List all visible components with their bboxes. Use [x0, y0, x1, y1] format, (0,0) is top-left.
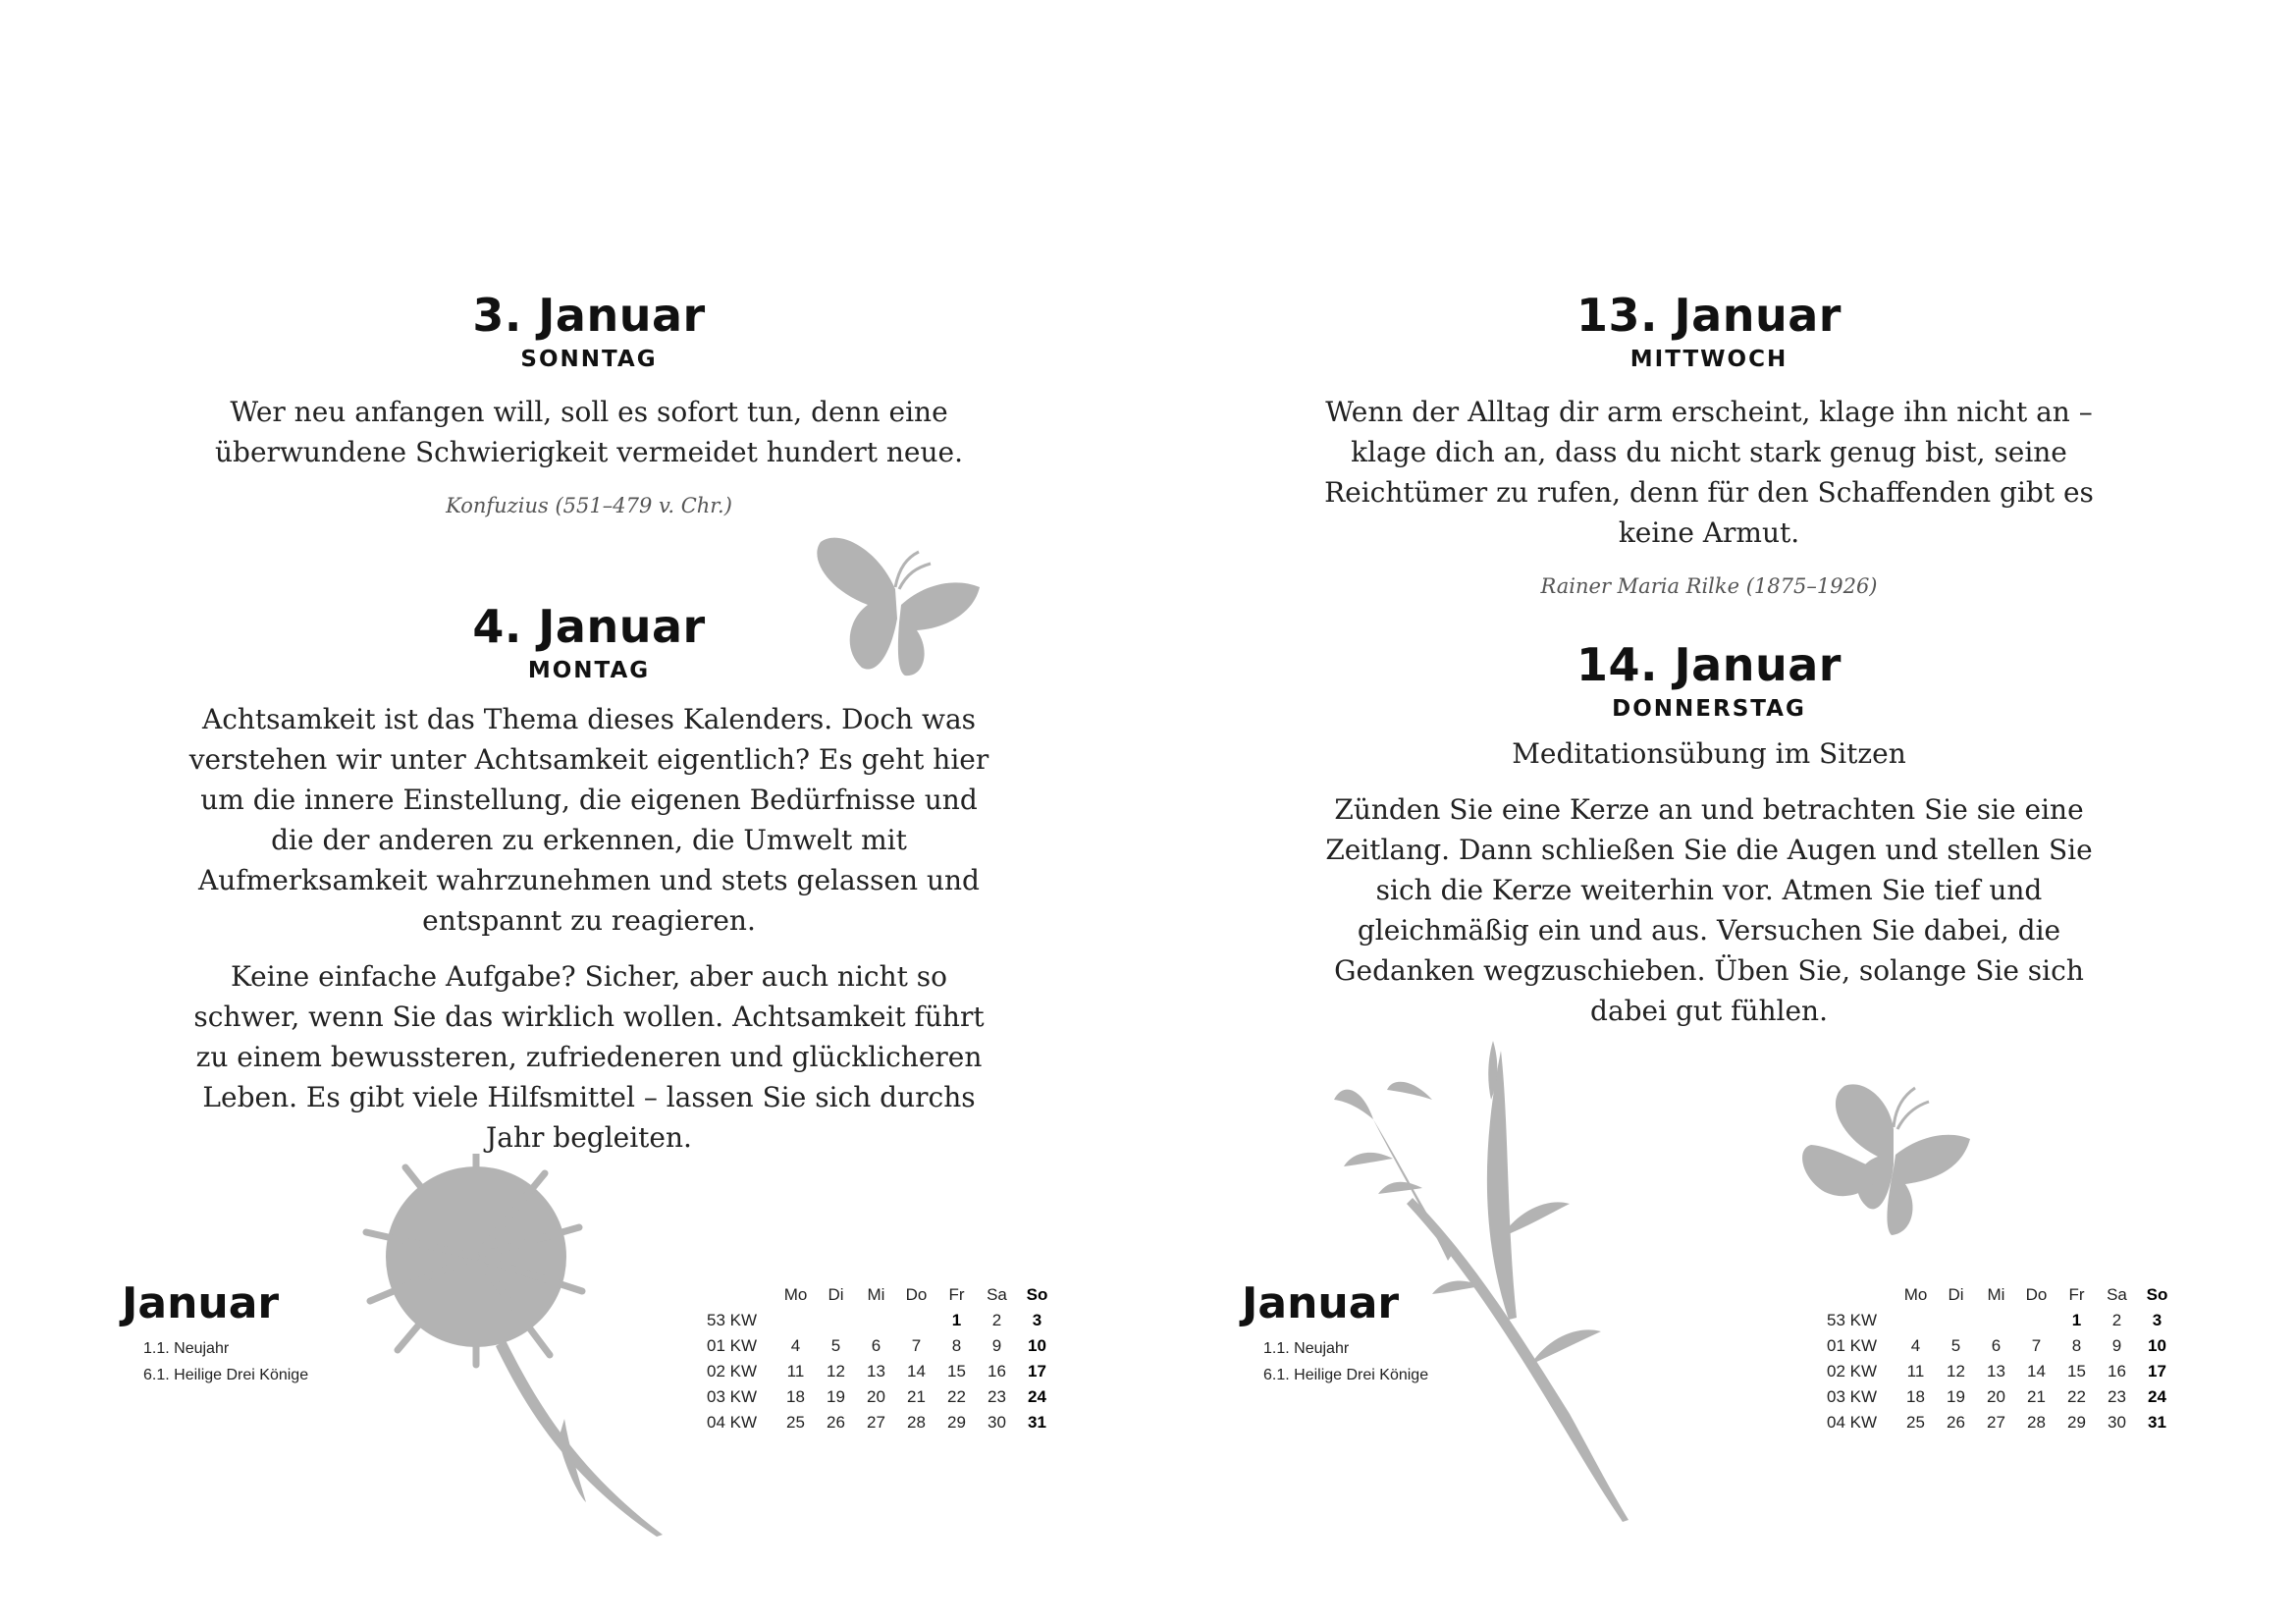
- calendar-day: 3: [2152, 1311, 2163, 1329]
- calendar-day: 28: [907, 1413, 926, 1432]
- weekday-label: MITTWOCH: [1629, 346, 1789, 372]
- weekday-header: Mo: [1903, 1285, 1928, 1304]
- calendar-day: 15: [947, 1362, 966, 1380]
- calendar-day: 24: [2148, 1387, 2166, 1406]
- entry-jan-4: [177, 602, 1001, 1158]
- calendar-day: 8: [2071, 1336, 2082, 1355]
- calendar-day: 20: [867, 1387, 885, 1406]
- weekday-header: Di: [828, 1285, 844, 1304]
- calendar-day: 25: [786, 1413, 805, 1432]
- calendar-day: 9: [2111, 1336, 2122, 1355]
- calendar-day: 27: [867, 1413, 885, 1432]
- calendar-day: 19: [827, 1387, 845, 1406]
- calendar-day: [1976, 1308, 2016, 1333]
- calendar-week-header: [1827, 1282, 1896, 1308]
- holiday-item: 1.1. Neujahr: [1263, 1340, 1350, 1357]
- calendar-week-label: 03 KW: [1827, 1387, 1878, 1406]
- weekday-header: Do: [905, 1285, 928, 1304]
- calendar-week-row: [707, 1384, 1057, 1410]
- holiday-item: 1.1. Neujahr: [143, 1340, 230, 1357]
- quote-author: Rainer Maria Rilke (1875–1926): [1540, 573, 1878, 598]
- calendar-day: 4: [1910, 1336, 1921, 1355]
- calendar-day: 31: [1028, 1413, 1046, 1432]
- calendar-week-row: [707, 1308, 1057, 1333]
- calendar-week-row: [1827, 1384, 2177, 1410]
- calendar-day: 13: [1987, 1362, 2005, 1380]
- calendar-week-row: [1827, 1359, 2177, 1384]
- calendar-day: 11: [1906, 1362, 1925, 1380]
- calendar-day: 12: [1947, 1362, 1965, 1380]
- calendar-day: 30: [2108, 1413, 2126, 1432]
- weekday-header: Di: [1948, 1285, 1964, 1304]
- calendar-day: 6: [871, 1336, 881, 1355]
- weekday-header: Fr: [948, 1285, 965, 1304]
- calendar-week-label: 02 KW: [707, 1362, 758, 1380]
- weekday-header: Sa: [987, 1285, 1007, 1304]
- exercise-subtitle: Meditationsübung im Sitzen: [1512, 736, 1906, 770]
- date-title: 4. Januar: [472, 600, 706, 653]
- weekday-header: Mi: [867, 1285, 885, 1304]
- paragraph: Keine einfache Aufgabe? Sicher, aber auch nicht so schwer, wenn Sie das wirklich wollen. Achtsamkeit führt zu einem bewussteren, zufriedeneren und glücklicheren Leben. Es gibt viele Hilfsmittel – lassen Sie sich durchs Jahr begleiten.: [193, 959, 985, 1154]
- calendar-header-row: [707, 1282, 1057, 1308]
- calendar-day: 28: [2027, 1413, 2046, 1432]
- calendar-day: 14: [907, 1362, 926, 1380]
- calendar-day: 1: [951, 1311, 962, 1329]
- right-page: [1148, 0, 2296, 1624]
- calendar-day: 25: [1906, 1413, 1925, 1432]
- calendar-day: 29: [2067, 1413, 2086, 1432]
- date-title: 14. Januar: [1576, 638, 1842, 691]
- calendar-day: 26: [827, 1413, 845, 1432]
- calendar-day: 10: [2148, 1336, 2166, 1355]
- month-calendar: [707, 1282, 1057, 1435]
- date-title: 3. Januar: [472, 289, 706, 342]
- calendar-day: 2: [991, 1311, 1002, 1329]
- calendar-week-row: [1827, 1308, 2177, 1333]
- month-name: Januar: [1242, 1278, 1400, 1328]
- calendar-week-label: 02 KW: [1827, 1362, 1878, 1380]
- month-name: Januar: [122, 1278, 280, 1328]
- calendar-day: 20: [1987, 1387, 2005, 1406]
- calendar-day: 22: [2067, 1387, 2086, 1406]
- calendar-day: [2016, 1308, 2056, 1333]
- calendar-day: [856, 1308, 896, 1333]
- calendar-day: 21: [907, 1387, 926, 1406]
- calendar-week-label: 04 KW: [707, 1413, 758, 1432]
- weekday-header: So: [2146, 1285, 2168, 1304]
- calendar-day: 5: [1950, 1336, 1961, 1355]
- calendar-day: 18: [1906, 1387, 1925, 1406]
- calendar-day: 17: [2148, 1362, 2166, 1380]
- calendar-week-row: [707, 1333, 1057, 1359]
- weekday-header: Mo: [783, 1285, 808, 1304]
- calendar-day: 30: [988, 1413, 1006, 1432]
- weekday-label: SONNTAG: [520, 346, 658, 372]
- month-block: [1242, 1278, 1429, 1388]
- entry-jan-3: [177, 291, 1001, 517]
- calendar-week-label: 53 KW: [707, 1311, 758, 1329]
- calendar-day: 9: [991, 1336, 1002, 1355]
- calendar-week-label: 01 KW: [707, 1336, 758, 1355]
- calendar-day: 16: [988, 1362, 1006, 1380]
- weekday-header: Mi: [1987, 1285, 2005, 1304]
- calendar-day: 18: [786, 1387, 805, 1406]
- entry-jan-14: [1297, 640, 2121, 1031]
- calendar-week-row: [707, 1359, 1057, 1384]
- calendar-day: 2: [2111, 1311, 2122, 1329]
- calendar-day: 22: [947, 1387, 966, 1406]
- calendar-day: 16: [2108, 1362, 2126, 1380]
- calendar-day: 29: [947, 1413, 966, 1432]
- calendar-day: 19: [1947, 1387, 1965, 1406]
- weekday-header: So: [1026, 1285, 1048, 1304]
- calendar-day: 15: [2067, 1362, 2086, 1380]
- calendar-day: [775, 1308, 816, 1333]
- holiday-item: 6.1. Heilige Drei Könige: [143, 1367, 309, 1383]
- calendar-day: 1: [2071, 1311, 2082, 1329]
- quote-text: Wer neu anfangen will, soll es sofort tun, denn eine überwundene Schwierigkeit vermeidet hundert neue.: [215, 395, 963, 468]
- quote-text: Wenn der Alltag dir arm erscheint, klage ihn nicht an – klage dich an, dass du nicht stark genug bist, seine Reichtümer zu rufen, denn für den Schaffenden gibt es keine Armut.: [1324, 395, 2094, 549]
- calendar-day: 21: [2027, 1387, 2046, 1406]
- paragraph: Achtsamkeit ist das Thema dieses Kalenders. Doch was verstehen wir unter Achtsamkeit eigentlich? Es geht hier um die innere Einstellung, die eigenen Bedürfnisse und die der anderen zu erkennen, die Umwelt mit Aufmerksamkeit wahrzunehmen und stets gelassen und entspannt zu reagieren.: [188, 702, 989, 937]
- holiday-item: 6.1. Heilige Drei Könige: [1263, 1367, 1429, 1383]
- weekday-header: Sa: [2107, 1285, 2127, 1304]
- paragraph: Zünden Sie eine Kerze an und betrachten Sie sie eine Zeitlang. Dann schließen Sie die Augen und stellen Sie sich die Kerze weiterhin vor. Atmen Sie tief und gleichmäßig ein und aus. Versuchen Sie dabei, die Gedanken wegzuschieben. Üben Sie, solange Sie sich dabei gut fühlen.: [1325, 792, 2093, 1027]
- calendar-week-row: [1827, 1333, 2177, 1359]
- month-calendar: [1827, 1282, 2177, 1435]
- calendar-day: [816, 1308, 856, 1333]
- entry-jan-13: [1297, 291, 2121, 598]
- calendar-day: 7: [911, 1336, 922, 1355]
- month-block: [122, 1278, 309, 1388]
- calendar-day: 11: [786, 1362, 805, 1380]
- calendar-day: 5: [830, 1336, 841, 1355]
- weekday-label: MONTAG: [527, 657, 651, 683]
- calendar-week-row: [1827, 1410, 2177, 1435]
- calendar-day: 31: [2148, 1413, 2166, 1432]
- calendar-day: [1936, 1308, 1976, 1333]
- calendar-day: 23: [2108, 1387, 2126, 1406]
- calendar-day: 13: [867, 1362, 885, 1380]
- calendar-day: 4: [790, 1336, 801, 1355]
- weekday-header: Do: [2025, 1285, 2048, 1304]
- calendar-week-header: [707, 1282, 775, 1308]
- calendar-day: 7: [2031, 1336, 2042, 1355]
- calendar-day: 24: [1028, 1387, 1046, 1406]
- calendar-day: [1896, 1308, 1936, 1333]
- holiday-list: [143, 1335, 308, 1388]
- calendar-week-label: 04 KW: [1827, 1413, 1878, 1432]
- calendar-day: 17: [1028, 1362, 1046, 1380]
- calendar-day: 10: [1028, 1336, 1046, 1355]
- weekday-header: Fr: [2068, 1285, 2085, 1304]
- calendar-week-label: 03 KW: [707, 1387, 758, 1406]
- calendar-header-row: [1827, 1282, 2177, 1308]
- calendar-day: [896, 1308, 936, 1333]
- holiday-list: [1263, 1335, 1428, 1388]
- butterfly-icon: [1795, 1070, 1972, 1247]
- calendar-day: 6: [1991, 1336, 2002, 1355]
- calendar-week-label: 01 KW: [1827, 1336, 1878, 1355]
- calendar-day: 8: [951, 1336, 962, 1355]
- quote-author: Konfuzius (551–479 v. Chr.): [446, 493, 732, 517]
- calendar-day: 23: [988, 1387, 1006, 1406]
- dandelion-icon: [358, 1154, 672, 1537]
- date-title: 13. Januar: [1576, 289, 1842, 342]
- calendar-day: 27: [1987, 1413, 2005, 1432]
- calendar-day: 3: [1032, 1311, 1042, 1329]
- calendar-day: 26: [1947, 1413, 1965, 1432]
- calendar-week-label: 53 KW: [1827, 1311, 1878, 1329]
- calendar-week-row: [707, 1410, 1057, 1435]
- weekday-label: DONNERSTAG: [1612, 695, 1806, 722]
- calendar-day: 12: [827, 1362, 845, 1380]
- calendar-day: 14: [2027, 1362, 2046, 1380]
